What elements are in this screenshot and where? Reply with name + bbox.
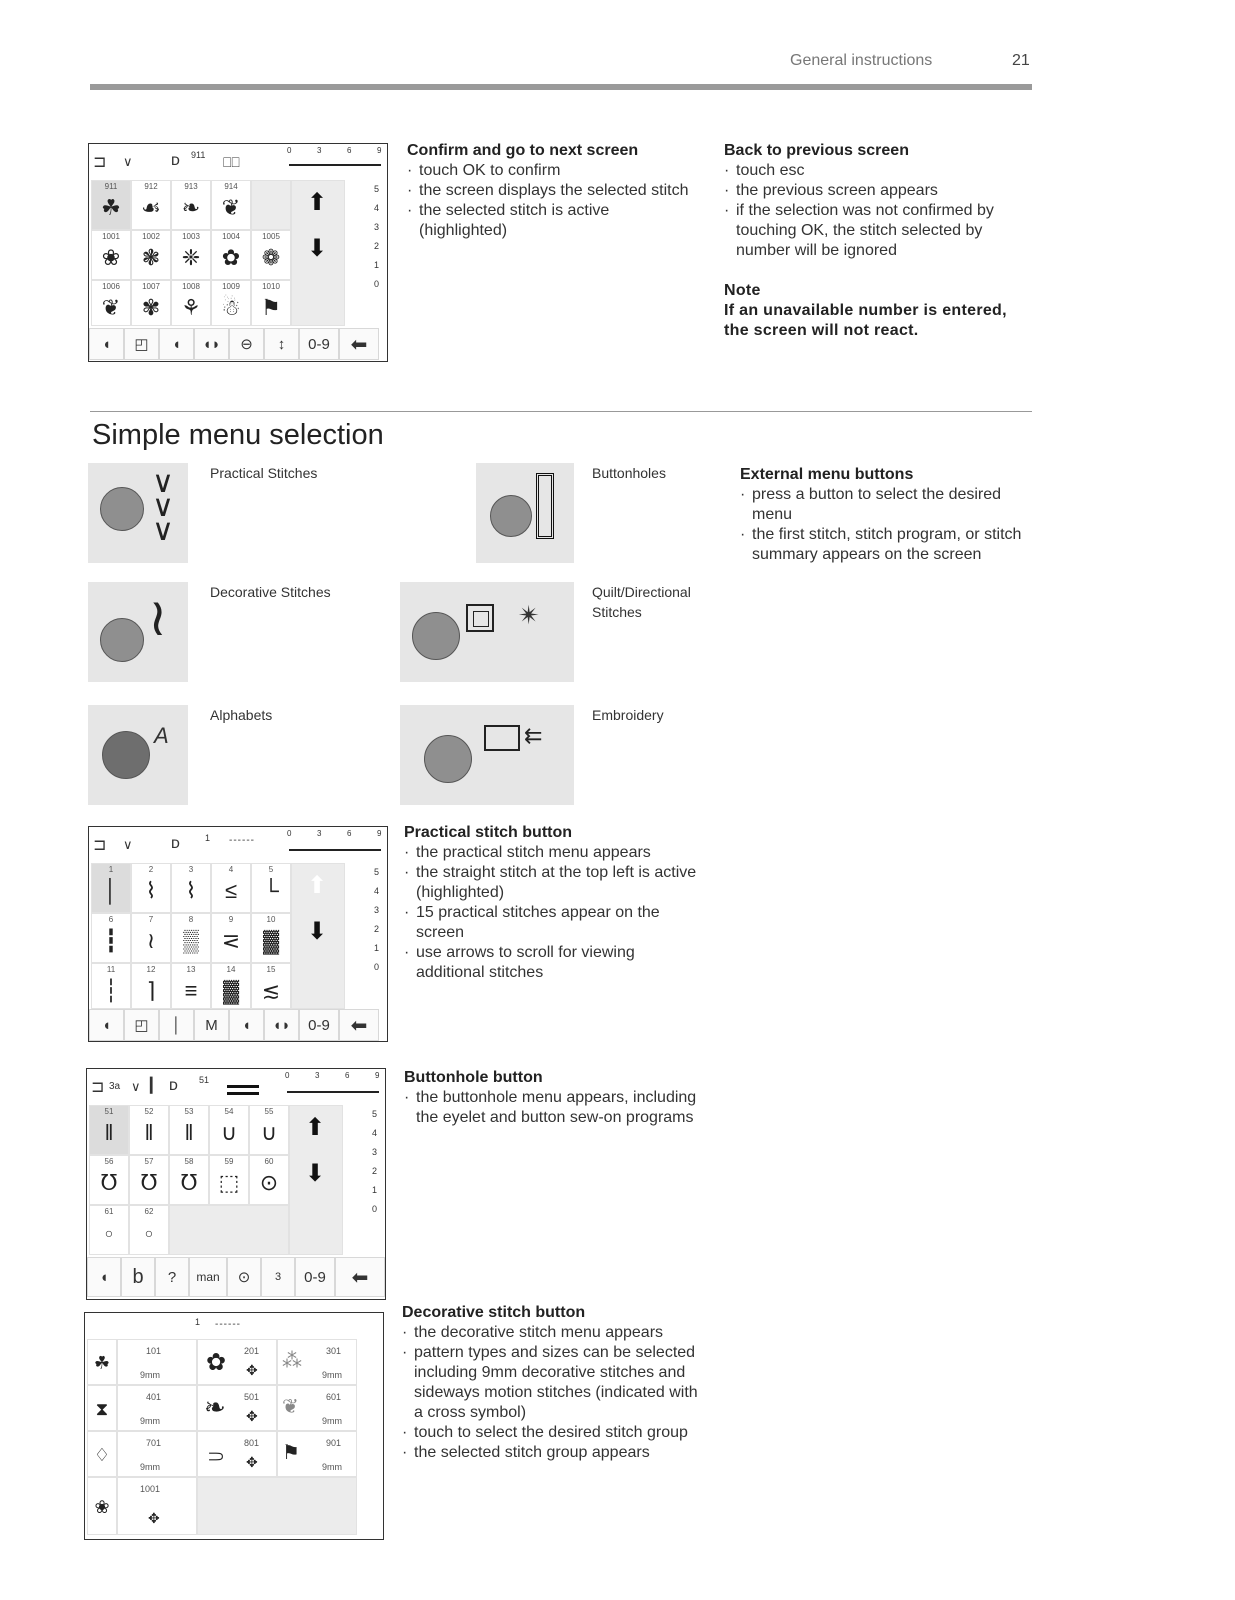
pattern-begin-icon[interactable]: ◖ (159, 328, 194, 360)
decorative-item: · pattern types and sizes can be selected including 9mm decorative stitches and sideways motion stitches (indicated with a cross symbol) (402, 1343, 702, 1423)
menu-label-alphabets: Alphabets (210, 707, 273, 723)
decorative-item: · the decorative stitch menu appears (402, 1323, 702, 1343)
back-item: · touch esc (724, 161, 1024, 181)
presser-foot-icon: ⊐ (93, 837, 107, 854)
note-box (724, 281, 1024, 341)
stitch-cell[interactable]: 6 ┇ (91, 913, 131, 963)
stitch-number: 51 (199, 1075, 210, 1085)
note-heading: Note (724, 282, 761, 299)
stitch-length-scale: 5 4 3 2 1 0 (371, 1109, 377, 1214)
mirror-horizontal-icon[interactable]: ◖◗ (264, 1009, 299, 1041)
header-rule (90, 84, 1032, 90)
balance-button[interactable]: b (121, 1257, 155, 1297)
stitch-cell[interactable]: 913 ❧ (171, 180, 211, 230)
stitch-cell[interactable]: 12 ⌉ (131, 963, 171, 1009)
quilt-block-icon (466, 604, 494, 632)
stitch-cell[interactable]: 1006 ❦ (91, 280, 131, 326)
scroll-down-arrow-icon[interactable]: ⬇ (307, 235, 328, 262)
buttonhole-menu-button-graphic (476, 463, 574, 563)
zigzag-stitch-icon: ∨ ∨ ∨ (152, 466, 174, 547)
stitch-cell[interactable]: 7 ≀ (131, 913, 171, 963)
stitch-cell[interactable]: 15 ≲ (251, 963, 291, 1009)
stitch-number: 911 (191, 150, 206, 160)
stitch-cell[interactable]: 1009 ☃ (211, 280, 251, 326)
stitch-group-cell[interactable]: 701 9mm (117, 1431, 197, 1477)
practical-button-instructions (404, 823, 704, 983)
stitch-cell[interactable]: 1008 ⚘ (171, 280, 211, 326)
stitch-cell[interactable]: 1002 ❃ (131, 230, 171, 280)
stitch-group-cell[interactable]: 901 9mm ⚑ (277, 1431, 357, 1477)
presser-foot-icon: ⊐ (93, 154, 107, 171)
menu-label-quilt: Quilt/Directional Stitches (592, 584, 691, 620)
mirror-vertical-icon[interactable]: ↕ (264, 328, 299, 360)
stitch-length-scale: 5 4 3 2 1 0 (373, 184, 379, 289)
round-button-icon (100, 618, 144, 662)
category-sideways-icon[interactable]: ⧗ (87, 1385, 117, 1431)
stitch-group-cell[interactable]: 201 ✿ ✥ (197, 1339, 277, 1385)
stitch-length-icon[interactable]: │ (159, 1009, 194, 1041)
confirm-item: · the selected stitch is active (highlighted) (407, 201, 697, 241)
needle-stop-icon: ∨ (123, 154, 133, 169)
stitch-width-ruler (289, 154, 381, 166)
sideways-cross-icon: ✥ (246, 1408, 258, 1424)
stitch-group-cell[interactable]: 801 ⸧ ✥ (197, 1431, 277, 1477)
vine-stitch-icon: ⸧ (204, 1444, 228, 1471)
screen-status-bar (93, 148, 383, 178)
stitch-cell[interactable]: 911 ☘ (91, 180, 131, 230)
menu-label-buttonholes: Buttonholes (592, 465, 666, 481)
running-header-title: General instructions (790, 52, 933, 69)
stitch-cell[interactable]: 3 ⌇ (171, 863, 211, 913)
back-item: · the previous screen appears (724, 181, 1024, 201)
screen-bottom-toolbar (89, 328, 387, 360)
buttonhole-cell[interactable]: 55 ∪ (249, 1105, 289, 1155)
category-cross-icon[interactable]: ♢ (87, 1431, 117, 1477)
sewing-info-icon[interactable]: ◰ (124, 328, 159, 360)
feed-dog-icon: ⎕⎕ (223, 154, 240, 170)
round-button-icon (412, 612, 460, 660)
sideways-cross-icon: ✥ (246, 1362, 258, 1378)
flower-stitch-icon: ✿ (206, 1349, 227, 1376)
buttonhole-cell[interactable]: 51 ‖ (89, 1105, 129, 1155)
screen-bottom-toolbar (87, 1257, 385, 1297)
swirl-stitch-icon: ❧ (204, 1392, 226, 1422)
screen-status-bar: ⊐ 3a ∨ ┃ ᴅ 51 0 3 6 9 (91, 1071, 380, 1096)
buttonhole-preview-icon (227, 1085, 259, 1095)
scale-0: 0 (287, 146, 292, 155)
stitch-cell[interactable]: 1004 ✿ (211, 230, 251, 280)
stitch-icon: ᴅ (171, 152, 180, 169)
needle-stop-icon: ∨ (131, 1079, 141, 1094)
scroll-up-arrow-icon[interactable]: ⬆ (307, 189, 328, 216)
stitch-group-cell[interactable]: 401 9mm (117, 1385, 197, 1431)
buttonhole-item: · the buttonhole menu appears, including the eyelet and button sew-on programs (404, 1088, 704, 1128)
presser-foot-number: 3a (109, 1081, 121, 1092)
screen-stitch-by-number (88, 143, 388, 362)
external-item: · press a button to select the desired menu (740, 485, 1030, 525)
memory-button[interactable]: M (194, 1009, 229, 1041)
buttonhole-cell[interactable]: 52 ‖ (129, 1105, 169, 1155)
screen-status-bar: ⊐ ∨ ᴅ 1 ------ 0 3 6 9 (93, 829, 382, 854)
stitch-length-scale: 5 4 3 2 1 0 (373, 867, 379, 972)
stitch-number: 1 (205, 833, 211, 843)
stitch-icon: ᴅ (169, 1077, 178, 1094)
decorative-heading: Decorative stitch button (402, 1304, 586, 1321)
mirror-icon[interactable]: ◖ (89, 1009, 124, 1041)
stitch-cell[interactable]: 914 ❦ (211, 180, 251, 230)
embroidery-arrow-icon: ⇇ (524, 723, 543, 748)
back-heading: Back to previous screen (724, 142, 909, 159)
screen-buttonholes (86, 1068, 386, 1300)
external-heading: External menu buttons (740, 466, 914, 483)
stitch-cell[interactable]: 1001 ❀ (91, 230, 131, 280)
alphabet-letter: A (154, 723, 169, 748)
menu-label-embroidery: Embroidery (592, 707, 664, 723)
stitch-cell[interactable]: 1010 ⚑ (251, 280, 291, 326)
stitch-cell[interactable]: 14 ▓ (211, 963, 251, 1009)
stitch-cell[interactable]: 13 ≡ (171, 963, 211, 1009)
stitch-group-cell[interactable]: 1001 ✥ (117, 1477, 197, 1535)
number-entry-button[interactable]: 0-9 (295, 1257, 335, 1297)
decorative-stitch-icon: ≀ (148, 589, 168, 647)
buttonhole-cell[interactable]: 57 ℧ (129, 1155, 169, 1205)
stitch-cell[interactable]: 8 ▒ (171, 913, 211, 963)
stitch-glyph: ☘ (101, 195, 121, 220)
mirror-horizontal-icon[interactable]: ◖◗ (194, 328, 229, 360)
mirror-icon[interactable]: ◖ (89, 328, 124, 360)
buttonhole-foot-icon: ┃ (147, 1077, 156, 1093)
category-9mm-icon[interactable]: ☘ (87, 1339, 117, 1385)
stitch-group-cell[interactable]: 501 ❧ ✥ (197, 1385, 277, 1431)
embroidery-menu-button-graphic (400, 705, 574, 805)
buttonhole-cell[interactable]: 53 ‖ (169, 1105, 209, 1155)
practical-item: · the straight stitch at the top left is active (highlighted) (404, 863, 704, 903)
decorative-menu-button-graphic (88, 582, 188, 682)
manual-buttonhole-button[interactable]: man (189, 1257, 227, 1297)
category-embroidery-icon[interactable]: ❀ (87, 1477, 117, 1535)
eyelet-cell[interactable]: 62 ○ (129, 1205, 169, 1255)
round-button-icon (490, 495, 532, 537)
confirm-item: · the screen displays the selected stitch (407, 181, 697, 201)
buttonhole-cell[interactable]: 59 ⬚ (209, 1155, 249, 1205)
screen-practical-stitches (88, 826, 388, 1042)
practical-item: · use arrows to scroll for viewing additional stitches (404, 943, 704, 983)
confirm-instructions (407, 141, 697, 241)
confirm-item: · touch OK to confirm (407, 161, 697, 181)
decorative-item: · touch to select the desired stitch group (402, 1423, 702, 1443)
quilt-menu-button-graphic (400, 582, 574, 682)
practical-item: · 15 practical stitches appear on the screen (404, 903, 704, 943)
stitch-cell[interactable]: 4 ≤ (211, 863, 251, 913)
sideways-cross-icon: ✥ (246, 1454, 258, 1470)
scroll-up-arrow-icon[interactable]: ⬆ (307, 872, 328, 899)
stitch-group-cell[interactable]: 101 9mm (117, 1339, 197, 1385)
practical-heading: Practical stitch button (404, 824, 573, 841)
pattern-begin-icon[interactable]: ◖ (229, 1009, 264, 1041)
buttonhole-heading: Buttonhole button (404, 1069, 543, 1086)
foot-3-button[interactable]: 3 (261, 1257, 295, 1297)
mirror-icon[interactable]: ◖ (87, 1257, 121, 1297)
note-text: If an unavailable number is entered, the screen will not react. (724, 302, 1007, 339)
stitch-cell[interactable]: 11 ┆ (91, 963, 131, 1009)
section-divider (90, 411, 1032, 412)
stitch-cell[interactable]: 912 ☙ (131, 180, 171, 230)
round-button-icon (424, 735, 472, 783)
scroll-down-arrow-icon[interactable]: ⬇ (305, 1160, 326, 1187)
back-arrow-icon[interactable]: ⬅ (339, 1009, 379, 1041)
stitch-width-ruler (289, 839, 381, 851)
decorative-button-instructions (402, 1303, 702, 1463)
stitch-cell[interactable]: 1005 ❁ (251, 230, 291, 280)
round-button-icon (100, 487, 144, 531)
sideways-cross-icon: ✥ (148, 1510, 160, 1526)
number-entry-button[interactable]: 0-9 (299, 1009, 339, 1041)
embroidery-machine-icon (484, 725, 520, 751)
number-entry-button[interactable]: 0-9 (299, 328, 339, 360)
button-sew-on-icon[interactable]: ⊙ (227, 1257, 261, 1297)
stitch-cell[interactable]: 10 ▓ (251, 913, 291, 963)
scale-9: 9 (377, 146, 382, 155)
buttonhole-cell[interactable]: 60 ⊙ (249, 1155, 289, 1205)
buttonhole-icon (536, 473, 554, 539)
alphabet-menu-button-graphic (88, 705, 188, 805)
stitch-cell[interactable]: 5 └ (251, 863, 291, 913)
page-number: 21 (1012, 52, 1030, 69)
round-button-icon (102, 731, 150, 779)
back-arrow-icon[interactable]: ⬅ (335, 1257, 385, 1297)
buttonhole-cell[interactable]: 58 ℧ (169, 1155, 209, 1205)
stitch-cell[interactable]: 1003 ❈ (171, 230, 211, 280)
decorative-item: · the selected stitch group appears (402, 1443, 702, 1463)
eyelet-cell[interactable]: 61 ○ (89, 1205, 129, 1255)
scroll-down-arrow-icon[interactable]: ⬇ (307, 918, 328, 945)
stitch-cell[interactable]: 2 ⌇ (131, 863, 171, 913)
external-item: · the first stitch, stitch program, or stitch summary appears on the screen (740, 525, 1030, 565)
scroll-up-arrow-icon[interactable]: ⬆ (305, 1114, 326, 1141)
balance-icon[interactable]: ⊖ (229, 328, 264, 360)
scale-3: 3 (317, 146, 322, 155)
stitch-group-cell[interactable]: 601 9mm ❦ (277, 1385, 357, 1431)
needle-stop-icon: ∨ (123, 837, 133, 852)
stitch-icon: ᴅ (171, 835, 180, 852)
directional-sewing-icon: ✴ (518, 600, 540, 630)
buttonhole-cell[interactable]: 56 ℧ (89, 1155, 129, 1205)
screen-decorative-groups (84, 1312, 384, 1540)
menu-label-decorative: Decorative Stitches (210, 584, 331, 600)
screen-bottom-toolbar (89, 1009, 387, 1041)
straight-stitch-preview-icon: ------ (215, 1319, 241, 1330)
stitch-group-cell[interactable]: 301 9mm ⁂ (277, 1339, 357, 1385)
buttonhole-button-instructions (404, 1068, 704, 1128)
stitch-cell[interactable]: 1 │ (91, 863, 131, 913)
stitch-cell[interactable]: 1007 ✾ (131, 280, 171, 326)
back-instructions (724, 141, 1024, 341)
stitch-cell[interactable]: 9 ⋜ (211, 913, 251, 963)
confirm-heading: Confirm and go to next screen (407, 142, 639, 159)
external-menu-instructions (740, 465, 1030, 565)
practical-menu-button-graphic (88, 463, 188, 563)
back-arrow-icon[interactable]: ⬅ (339, 328, 379, 360)
buttonhole-help-button[interactable]: ? (155, 1257, 189, 1297)
buttonhole-cell[interactable]: 54 ∪ (209, 1105, 249, 1155)
straight-stitch-preview-icon: ------ (229, 835, 255, 846)
screen-status-bar (89, 1317, 379, 1337)
practical-item: · the practical stitch menu appears (404, 843, 704, 863)
section-title: Simple menu selection (92, 419, 384, 451)
sewing-info-icon[interactable]: ◰ (124, 1009, 159, 1041)
stitch-number: 1 (195, 1317, 201, 1327)
stitch-width-ruler (287, 1081, 379, 1093)
menu-label-practical: Practical Stitches (210, 465, 318, 481)
back-item: · if the selection was not confirmed by touching OK, the stitch selected by number will be ignored (724, 201, 1024, 261)
presser-foot-icon: ⊐ (91, 1079, 105, 1096)
scale-6: 6 (347, 146, 352, 155)
